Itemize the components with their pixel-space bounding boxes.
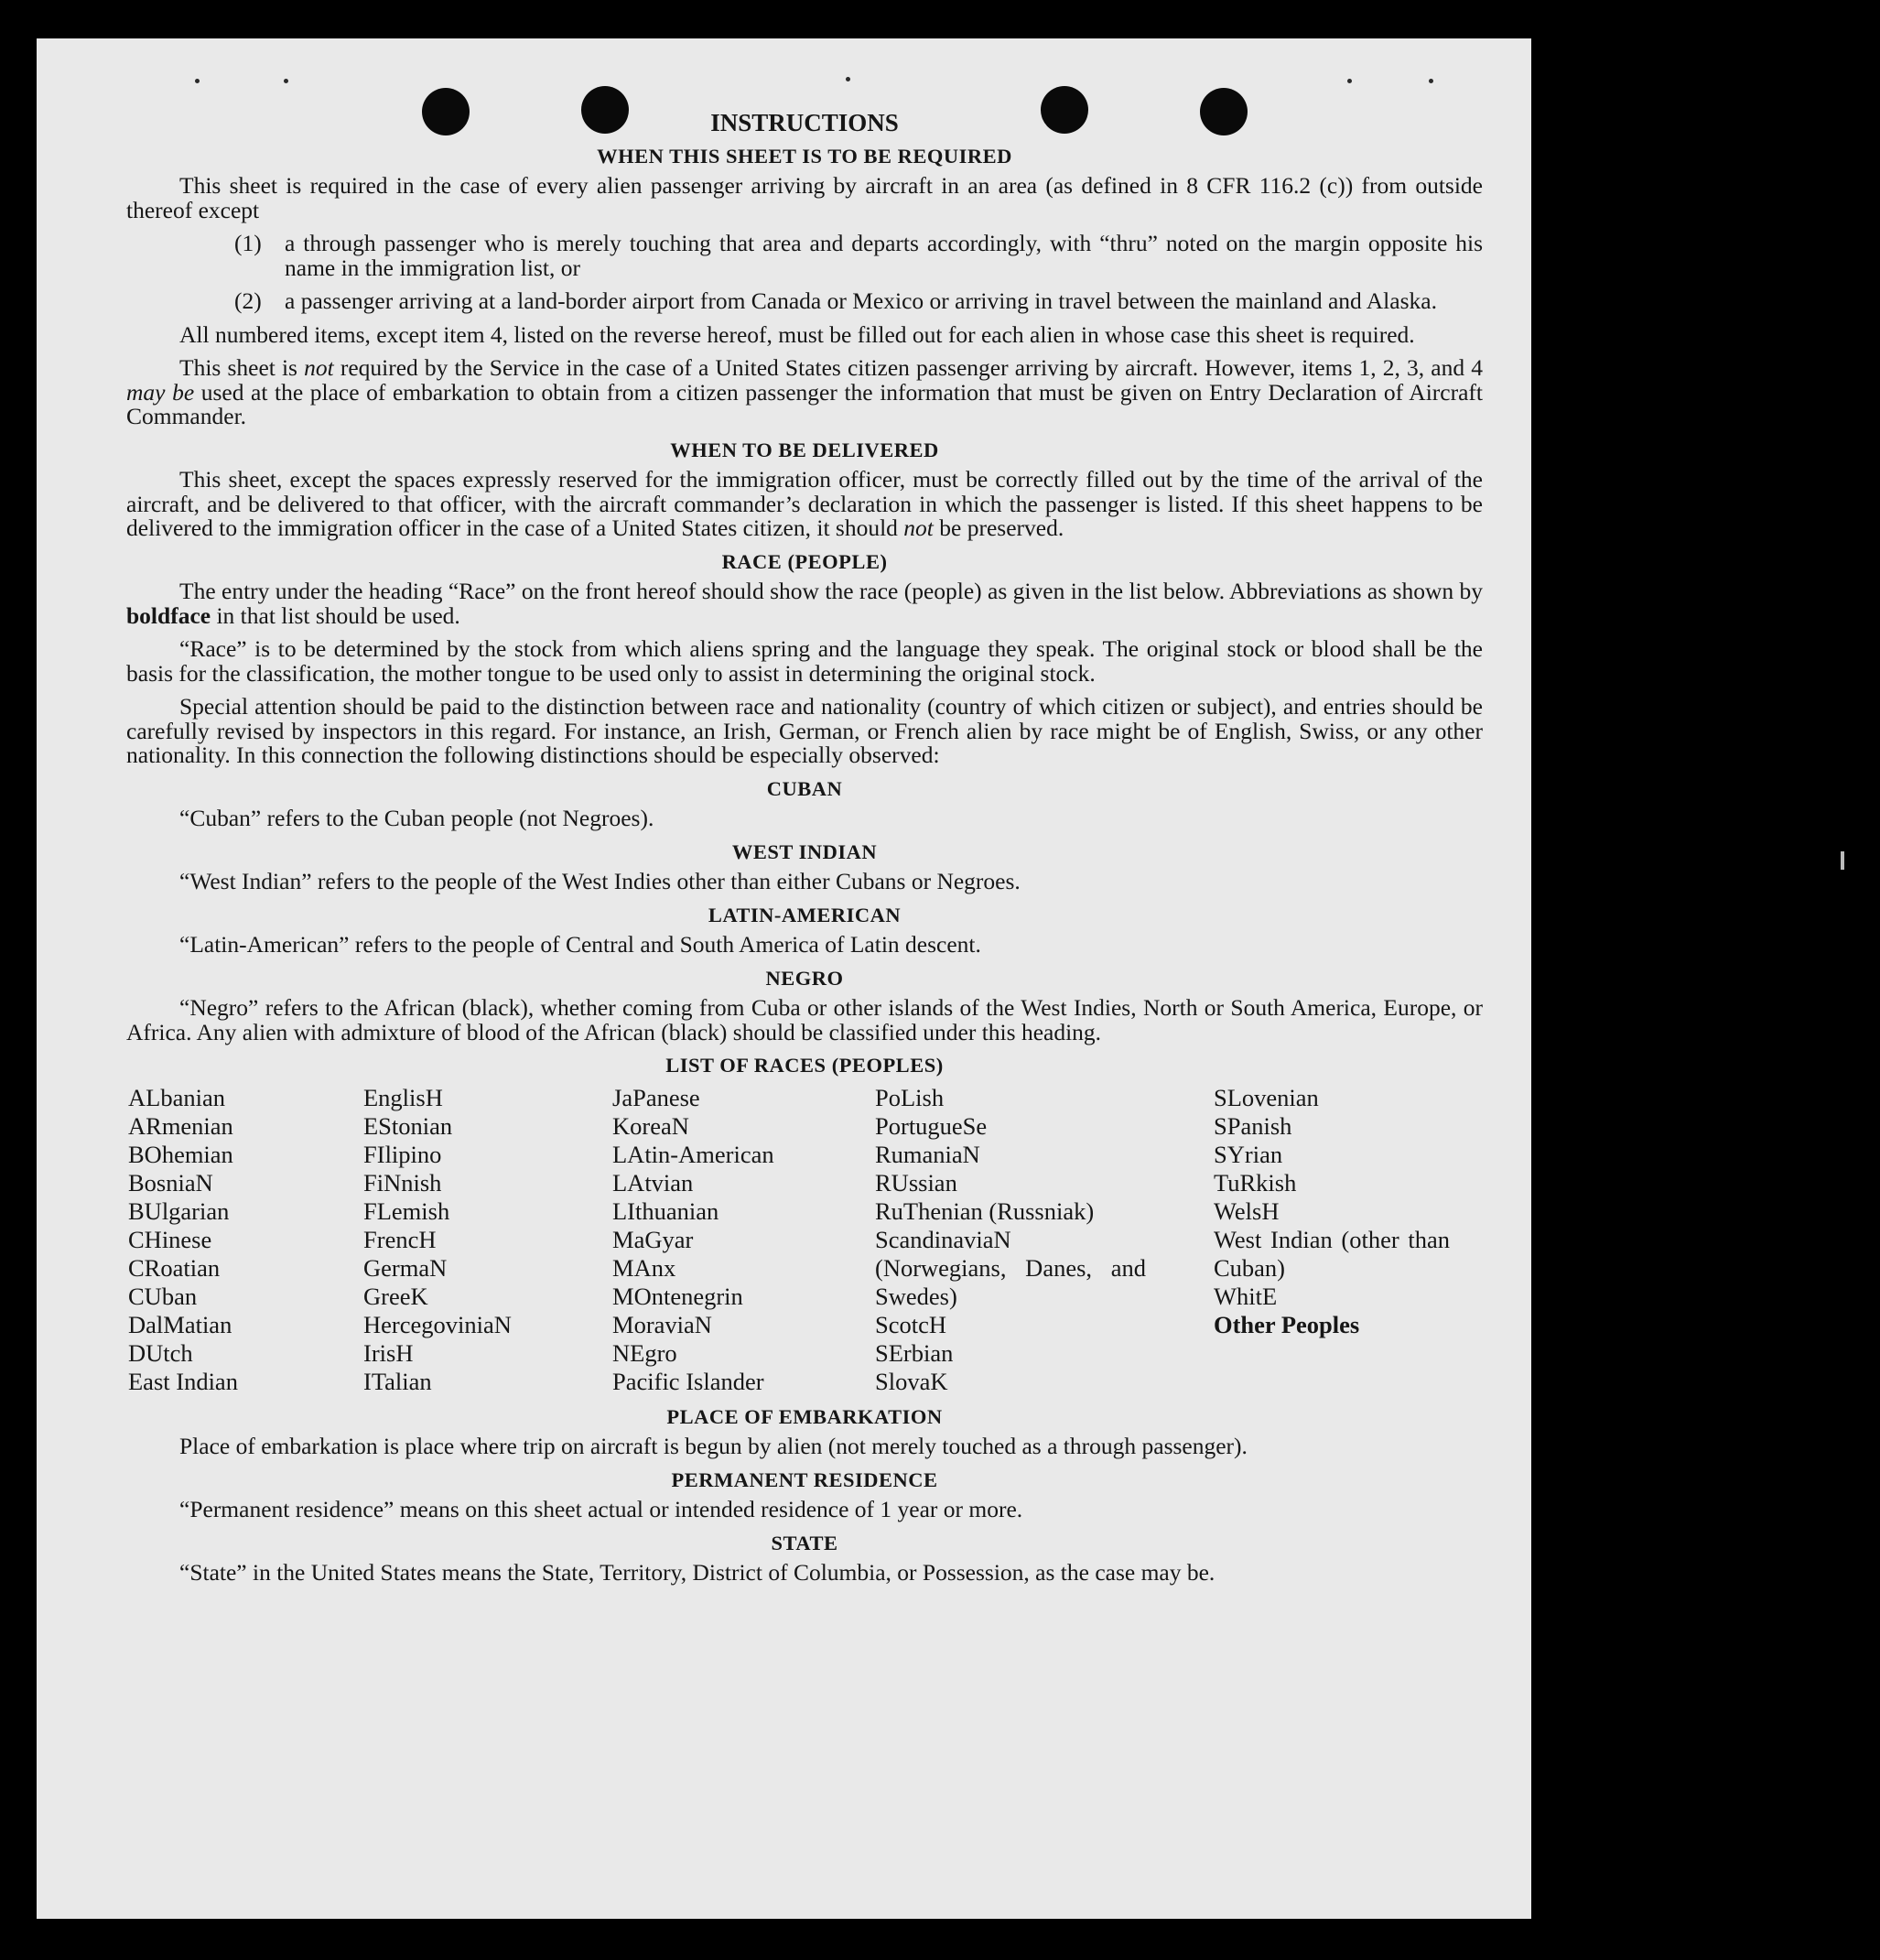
race-entry: RuThenian (Russniak): [875, 1197, 1095, 1225]
race-entry: MOntenegrin: [612, 1282, 743, 1310]
race-entry: West Indian (other than Cuban): [1214, 1225, 1450, 1282]
race-entry: CHinese: [128, 1225, 212, 1253]
paper-speck: [846, 77, 850, 81]
exception-item: [126, 232, 1483, 280]
delivery-paragraph: This sheet, except the spaces expressly reserved for the immigration officer, must be correctly filled out by the time of the arrival of the aircraft, and be delivered to that officer, with the aircraft commander’s declaration in which the passenger is listed. If this sheet happens to be delivered to the immigration officer in the case of a United States citizen, it should not be preserved.: [126, 466, 1483, 541]
negro-text: “Negro” refers to the African (black), whether coming from Cuba or other islands of the West Indies, North or South America, Europe, or Africa. Any alien with admixture of blood of the African (black) should be classified under this heading.: [126, 994, 1483, 1045]
race-entry: LAtvian: [612, 1168, 694, 1197]
latin-american-text: “Latin-American” refers to the people of Central and South America of Latin descent.: [179, 931, 981, 958]
race-entry: RUssian: [875, 1168, 957, 1197]
paper-speck: [284, 79, 288, 83]
heading-state: STATE: [771, 1531, 838, 1554]
document-page: [37, 38, 1531, 1919]
race-entry: RumaniaN: [875, 1140, 980, 1168]
race-entry: FiNnish: [363, 1168, 442, 1197]
heading-west-indian: WEST INDIAN: [731, 839, 878, 863]
race-paragraph-1: The entry under the heading “Race” on the front hereof should show the race (people) as given in the list below. Abbreviations as shown by boldface in that list should be used.: [126, 578, 1483, 629]
race-entry: ScotcH: [875, 1310, 947, 1338]
race-entry: CRoatian: [128, 1253, 221, 1282]
paper-speck: [1429, 79, 1433, 83]
numbered-items-paragraph: All numbered items, except item 4, listed on the reverse hereof, must be filled out for each alien in whose case this sheet is required.: [179, 320, 1415, 348]
race-entry: GreeK: [363, 1282, 428, 1310]
embarkation-text: Place of embarkation is place where trip on aircraft is begun by alien (not merely touched as a through passenger).: [179, 1433, 1248, 1459]
races-column-3: [612, 1084, 875, 1396]
heading-cuban: CUBAN: [766, 776, 843, 800]
race-entry: BUlgarian: [128, 1197, 230, 1225]
races-list: [128, 1084, 1483, 1396]
heading-when-delivered: WHEN TO BE DELIVERED: [670, 438, 939, 461]
race-entry: IrisH: [363, 1338, 414, 1367]
document-content: [126, 109, 1483, 1595]
race-entry: ITalian: [363, 1367, 432, 1395]
race-entry: DUtch: [128, 1338, 193, 1367]
race-entry: SYrian: [1214, 1140, 1283, 1168]
races-column-2: [363, 1084, 612, 1396]
races-column-4: [875, 1084, 1214, 1396]
heading-latin-american: LATIN-AMERICAN: [708, 903, 902, 926]
residence-text: “Permanent residence” means on this sheet actual or intended residence of 1 year or more.: [179, 1496, 1023, 1522]
citizen-paragraph: This sheet is not required by the Service in the case of a United States citizen passenger arriving by aircraft. However, items 1, 2, 3, and 4 may be used at the place of embarkation to obtain from a citizen passenger the information that must be given on Entry Declaration of Aircraft Commander.: [126, 354, 1483, 429]
item-text: a passenger arriving at a land-border airport from Canada or Mexico or arriving in travel between the mainland and Alaska.: [285, 287, 1437, 314]
race-entry: PoLish: [875, 1083, 945, 1111]
scan-artifact: [1841, 851, 1844, 870]
race-entry: MoraviaN: [612, 1310, 712, 1338]
page-title: INSTRUCTIONS: [710, 109, 899, 136]
heading-list-of-races: LIST OF RACES (PEOPLES): [665, 1054, 944, 1077]
heading-negro: NEGRO: [765, 966, 844, 990]
heading-place-of-embarkation: PLACE OF EMBARKATION: [666, 1404, 943, 1428]
race-entry: ScandinaviaN (Norwegians, Danes, and Swedes): [875, 1225, 1146, 1310]
race-entry: GermaN: [363, 1253, 448, 1282]
race-entry: MAnx: [612, 1253, 676, 1282]
race-entry: FLemish: [363, 1197, 450, 1225]
race-entry: LIthuanian: [612, 1197, 719, 1225]
race-entry: CUban: [128, 1282, 198, 1310]
race-entry: FIlipino: [363, 1140, 442, 1168]
race-entry: DalMatian: [128, 1310, 232, 1338]
race-entry: EStonian: [363, 1111, 453, 1140]
race-entry: EnglisH: [363, 1083, 443, 1111]
race-entry: JaPanese: [612, 1083, 700, 1111]
intro-paragraph: This sheet is required in the case of every alien passenger arriving by aircraft in an area (as defined in 8 CFR 116.2 (c)) from outside thereof except: [126, 172, 1483, 223]
race-entry: BosniaN: [128, 1168, 213, 1197]
race-entry: SPanish: [1214, 1111, 1292, 1140]
west-indian-text: “West Indian” refers to the people of the West Indies other than either Cubans or Negroes.: [179, 868, 1021, 894]
race-entry: ARmenian: [128, 1111, 233, 1140]
race-entry: HercegoviniaN: [363, 1310, 512, 1338]
race-entry: WelsH: [1214, 1197, 1280, 1225]
heading-when-required: WHEN THIS SHEET IS TO BE REQUIRED: [597, 144, 1012, 168]
race-entry: LAtin-American: [612, 1140, 774, 1168]
item-number: (1): [234, 230, 262, 256]
item-text: a through passenger who is merely touching that area and departs accordingly, with “thru” noted on the margin opposite his name in the immigration list, or: [285, 230, 1483, 281]
state-text: “State” in the United States means the State, Territory, District of Columbia, or Possession, as the case may be.: [179, 1559, 1216, 1586]
exception-item: [126, 289, 1483, 314]
race-entry: PortugueSe: [875, 1111, 988, 1140]
race-entry: Pacific Islander: [612, 1367, 764, 1395]
race-paragraph-2: “Race” is to be determined by the stock from which aliens spring and the language they speak. The original stock or blood shall be the basis for the classification, the mother tongue to be used only to assist in determining the original stock.: [126, 635, 1483, 687]
race-entry: SLovenian: [1214, 1083, 1319, 1111]
race-entry: NEgro: [612, 1338, 677, 1367]
race-entry: SErbian: [875, 1338, 954, 1367]
race-entry: TuRkish: [1214, 1168, 1297, 1197]
races-column-1: [128, 1084, 363, 1396]
race-entry: MaGyar: [612, 1225, 694, 1253]
heading-permanent-residence: PERMANENT RESIDENCE: [671, 1467, 938, 1491]
race-paragraph-3: Special attention should be paid to the distinction between race and nationality (country of which citizen or subject), and entries should be carefully revised by inspectors in this regard. For instance, an Irish, German, or French alien by race might be of English, Swiss, or any other nationality. In this connection the following distinctions should be especially observed:: [126, 693, 1483, 768]
race-entry: KoreaN: [612, 1111, 689, 1140]
races-column-5: [1214, 1084, 1461, 1396]
race-entry: BOhemian: [128, 1140, 233, 1168]
heading-race: RACE (PEOPLE): [721, 549, 888, 573]
item-number: (2): [234, 287, 262, 314]
race-entry: SlovaK: [875, 1367, 948, 1395]
race-entry: WhitE: [1214, 1282, 1278, 1310]
race-entry: ALbanian: [128, 1083, 225, 1111]
paper-speck: [1347, 79, 1352, 83]
cuban-text: “Cuban” refers to the Cuban people (not Negroes).: [179, 805, 654, 831]
race-entry: FrencH: [363, 1225, 437, 1253]
race-entry: East Indian: [128, 1367, 238, 1395]
race-entry: Other Peoples: [1214, 1310, 1360, 1338]
paper-speck: [195, 79, 200, 83]
